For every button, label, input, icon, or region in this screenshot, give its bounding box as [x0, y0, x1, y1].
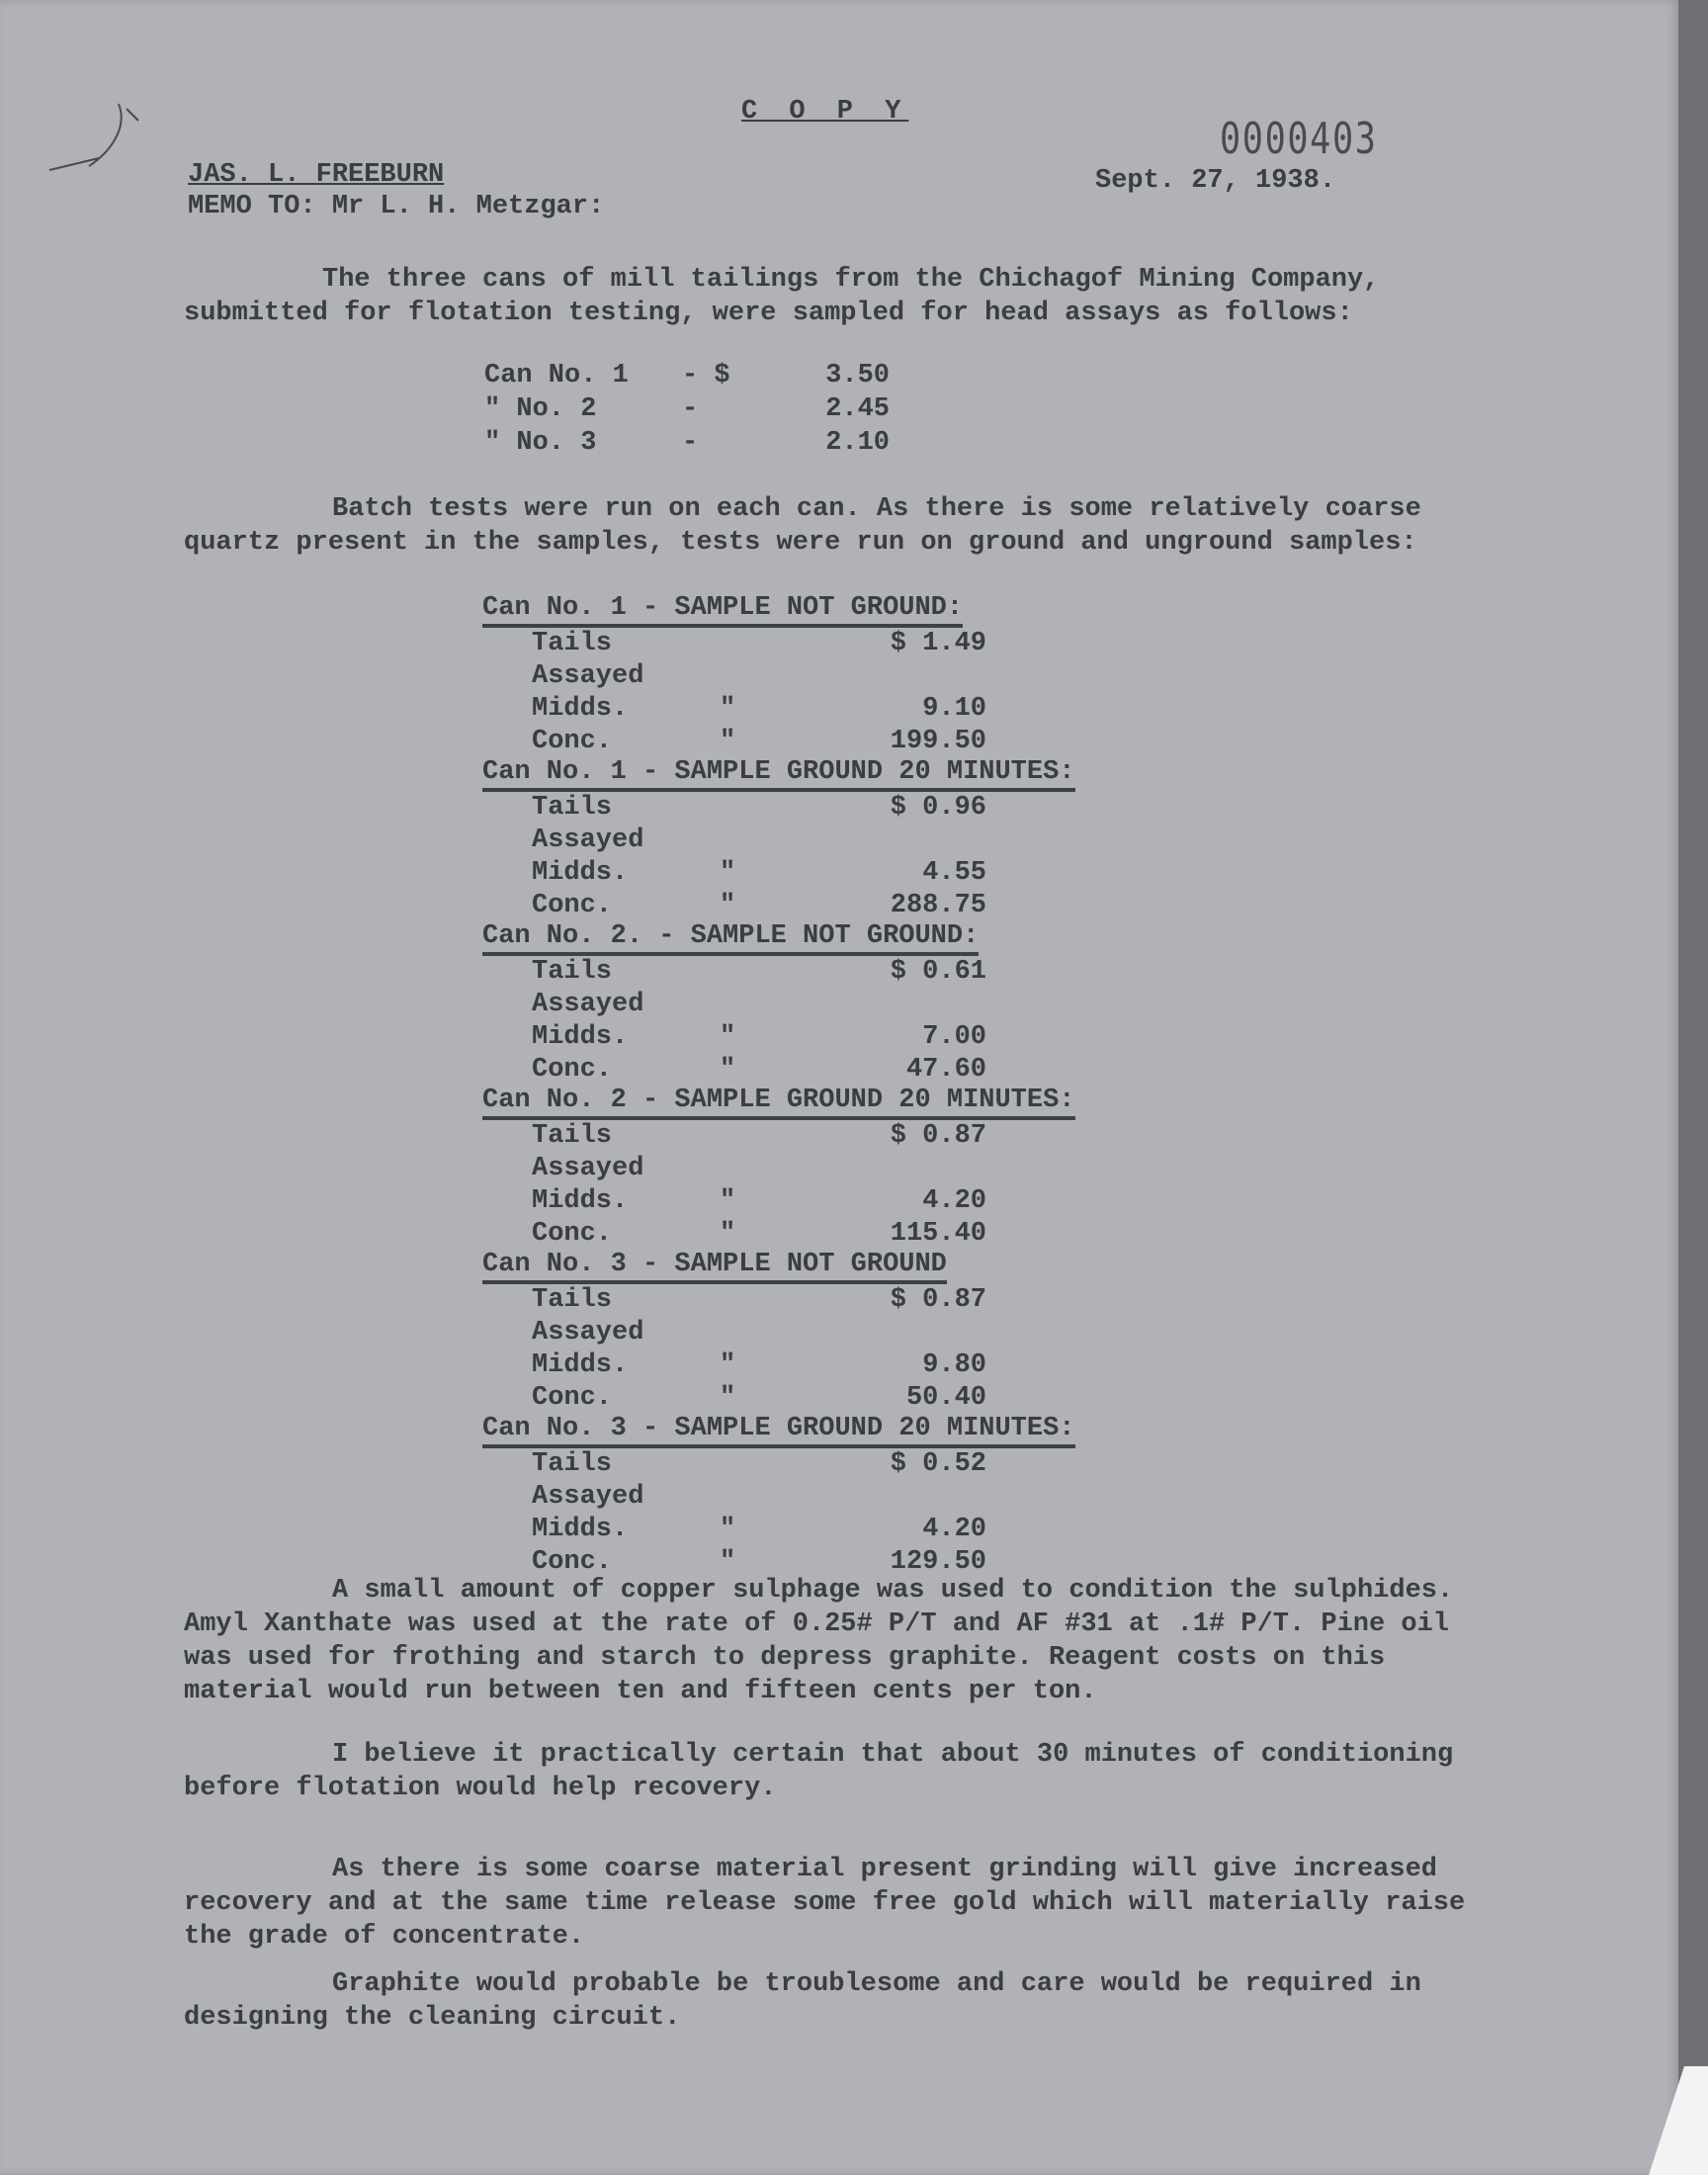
row-label: Conc. [532, 1383, 613, 1413]
row-value: 199.50 [890, 727, 986, 756]
head-assay-value: 3.50 [825, 361, 890, 391]
head-assay-can: " No. 3 [484, 428, 597, 458]
from-line: JAS. L. FREEBURN [188, 160, 445, 190]
row-value: 129.50 [890, 1547, 986, 1577]
head-assay-value: 2.10 [825, 428, 890, 458]
row-ditto: " [720, 1515, 736, 1544]
row-label: Midds. [532, 1022, 629, 1052]
head-assay-can: " No. 2 [484, 394, 597, 424]
intro-paragraph: The three cans of mill tailings from the Chichagof Mining Company, submitted for flotation testing, were sampled for head assays as follows: [184, 265, 1380, 328]
row-label: Midds. [532, 1186, 629, 1216]
head-assay-dash: - [682, 394, 699, 424]
row-value: 47.60 [905, 1055, 986, 1085]
row-ditto [720, 792, 809, 857]
row-label: Tails Assayed [532, 793, 644, 855]
memo-to-line: MEMO TO: Mr L. H. Metzgar: [188, 192, 605, 221]
row-label: Midds. [532, 694, 629, 724]
test-block-can2-ground [482, 1086, 1075, 1251]
row-label: Tails Assayed [532, 1285, 644, 1348]
test-rows [532, 1284, 986, 1415]
row-ditto: " [720, 858, 736, 888]
reagents-paragraph: A small amount of copper sulphage was used to condition the sulphides. Amyl Xanthate was used at the rate of 0.25# P/T and AF #31 at .1# P/T. Pine oil was used for frothing and starch to depress graphite. Reagent costs on this material would run between ten and fifteen cents per ton. [184, 1576, 1454, 1706]
row-ditto: " [720, 727, 736, 756]
row-value: 4.20 [922, 1515, 986, 1544]
test-heading: Can No. 1 - SAMPLE GROUND 20 MINUTES: [482, 757, 1075, 792]
copy-title: C O P Y [741, 97, 909, 127]
test-heading: Can No. 3 - SAMPLE GROUND 20 MINUTES: [482, 1414, 1075, 1448]
row-ditto: " [720, 1186, 736, 1216]
test-heading: Can No. 2. - SAMPLE NOT GROUND: [482, 921, 979, 956]
row-label: Midds. [532, 1515, 629, 1544]
row-value: 4.55 [922, 858, 986, 888]
row-ditto: " [720, 1022, 736, 1052]
row-value: 9.10 [922, 694, 986, 724]
row-ditto: " [720, 1383, 736, 1413]
row-label: Tails Assayed [532, 1449, 644, 1512]
memo-date: Sept. 27, 1938. [1095, 166, 1336, 196]
row-value: $ 0.96 [890, 793, 986, 823]
row-label: Tails Assayed [532, 629, 644, 691]
row-value: 7.00 [922, 1022, 986, 1052]
row-value: 9.80 [922, 1350, 986, 1380]
batch-tests-paragraph: Batch tests were run on each can. As there is some relatively coarse quartz present in the samples, tests were run on ground and unground samples: [184, 494, 1421, 558]
row-value: 288.75 [890, 891, 986, 920]
row-value: 4.20 [922, 1186, 986, 1216]
row-label: Midds. [532, 858, 629, 888]
test-heading: Can No. 3 - SAMPLE NOT GROUND [482, 1250, 947, 1284]
test-rows [532, 1120, 1075, 1251]
head-assay-dash: - [682, 428, 699, 458]
test-rows [532, 628, 986, 758]
row-ditto [720, 956, 809, 1021]
row-ditto [720, 628, 809, 693]
test-block-can3-ground [482, 1414, 1075, 1579]
test-block-can3-not-ground [482, 1250, 986, 1415]
row-label: Midds. [532, 1350, 629, 1380]
row-ditto: " [720, 1055, 736, 1085]
test-block-can2-not-ground [482, 921, 986, 1087]
row-value: $ 0.61 [890, 957, 986, 987]
head-assay-can: Can No. 1 [484, 361, 629, 391]
row-ditto [720, 1448, 809, 1514]
row-value: $ 0.87 [890, 1285, 986, 1315]
row-label: Conc. [532, 727, 613, 756]
test-rows [532, 792, 1075, 922]
row-label: Tails Assayed [532, 1121, 644, 1183]
row-ditto: " [720, 694, 736, 724]
test-block-can1-ground [482, 757, 1075, 922]
head-assay-value: 2.45 [825, 394, 890, 424]
head-assay-dash: - $ [682, 361, 730, 391]
document-stamp-number: 0000403 [1220, 114, 1378, 164]
row-label: Conc. [532, 1547, 613, 1577]
row-label: Tails Assayed [532, 957, 644, 1019]
row-label: Conc. [532, 1219, 613, 1249]
row-value: $ 1.49 [890, 629, 986, 658]
test-rows [532, 956, 986, 1087]
row-ditto [720, 1284, 809, 1349]
row-ditto: " [720, 891, 736, 920]
row-ditto [720, 1120, 809, 1185]
head-assays-list [484, 360, 890, 459]
row-value: $ 0.52 [890, 1449, 986, 1479]
graphite-paragraph: Graphite would probable be troublesome and care would be required in designing the cleaning circuit. [184, 1969, 1421, 2033]
row-label: Conc. [532, 1055, 613, 1085]
test-heading: Can No. 1 - SAMPLE NOT GROUND: [482, 593, 963, 628]
pen-mark [40, 89, 158, 178]
row-label: Conc. [532, 891, 613, 920]
grinding-paragraph: As there is some coarse material present grinding will give increased recovery and at the same time release some free gold which will materially raise the grade of concentrate. [184, 1855, 1466, 1952]
row-ditto: " [720, 1219, 736, 1249]
row-ditto: " [720, 1547, 736, 1577]
row-value: $ 0.87 [890, 1121, 986, 1151]
test-heading: Can No. 2 - SAMPLE GROUND 20 MINUTES: [482, 1086, 1075, 1120]
row-ditto: " [720, 1350, 736, 1380]
row-value: 115.40 [890, 1219, 986, 1249]
conditioning-paragraph: I believe it practically certain that about 30 minutes of conditioning before flotation would help recovery. [184, 1740, 1454, 1803]
test-block-can1-not-ground [482, 593, 986, 758]
scan-edge-shadow [1678, 0, 1708, 2175]
test-rows [532, 1448, 1075, 1579]
row-value: 50.40 [905, 1383, 986, 1413]
